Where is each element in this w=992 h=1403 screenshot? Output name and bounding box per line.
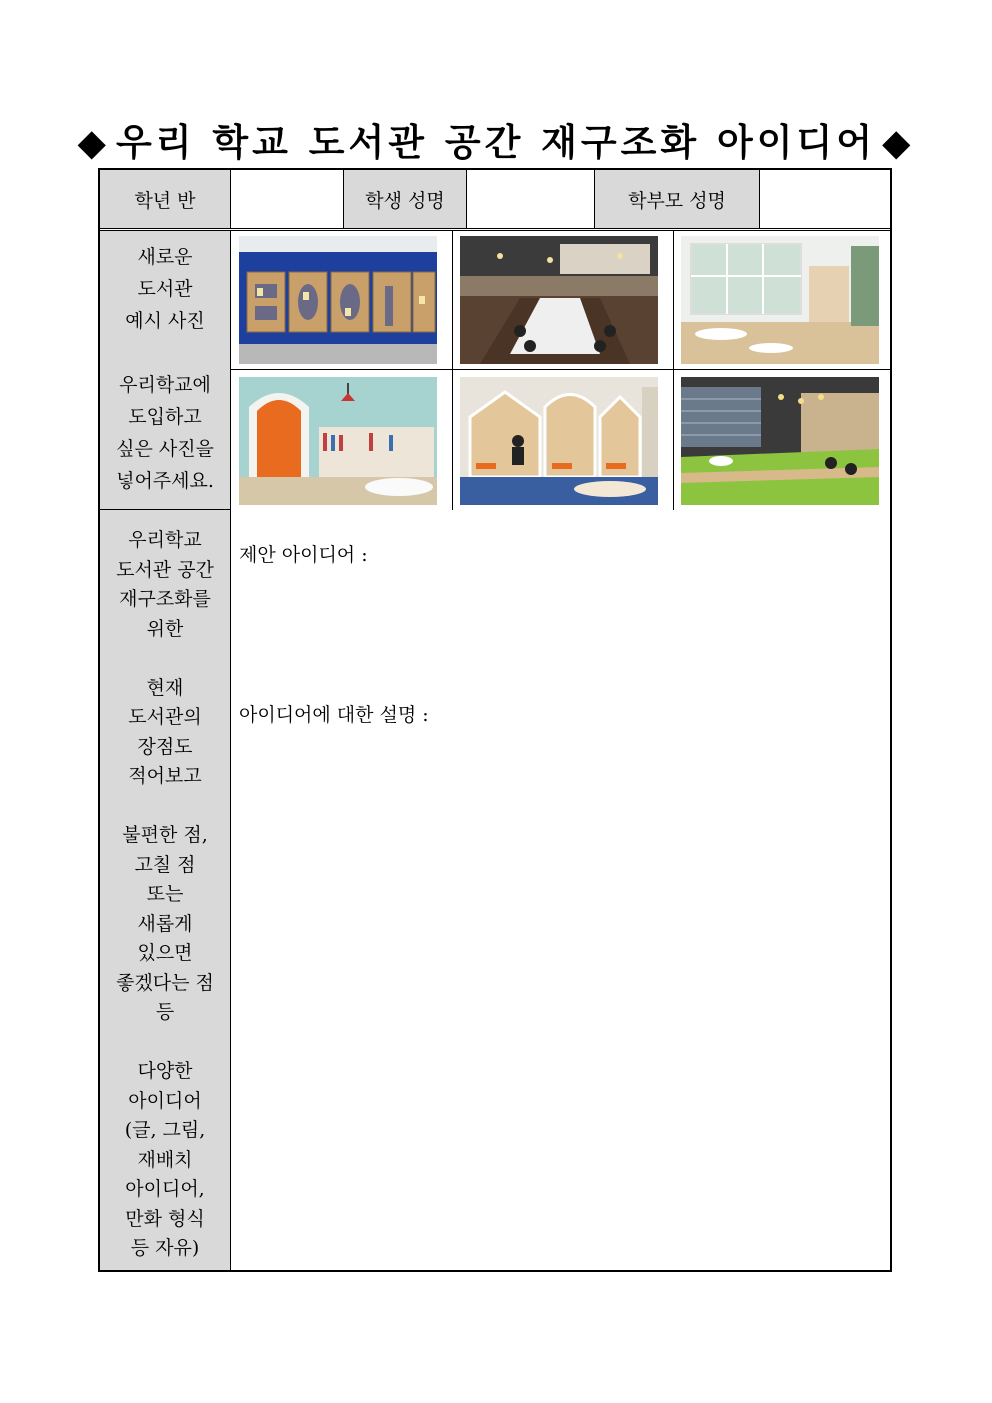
- label-line: 아이디어,: [125, 1178, 205, 1200]
- label-line: 적어보고: [128, 765, 202, 787]
- grid-divider: [673, 231, 674, 510]
- label-line: 불편한 점,: [122, 824, 208, 846]
- library-photo-orange-nook: [239, 377, 437, 505]
- label-line: 아이디어: [128, 1089, 202, 1112]
- label-line: 도서관: [137, 278, 193, 300]
- ideas-writing-area[interactable]: [231, 510, 890, 1270]
- info-row: [100, 170, 890, 229]
- label-line: 도서관의: [128, 706, 202, 728]
- label-line: 있으면: [137, 942, 193, 964]
- library-photo-wooden-booths: [460, 377, 658, 505]
- student-name-field[interactable]: [467, 170, 595, 228]
- label-line: 우리학교에: [119, 374, 211, 396]
- parent-name-label: 학부모 성명: [595, 170, 760, 228]
- library-photo-green-terrace: [681, 377, 879, 505]
- label-line: 재구조화를: [119, 588, 211, 610]
- ideas-label: [100, 510, 231, 1270]
- label-line: (글, 그림,: [124, 1119, 206, 1141]
- label-line: 도서관 공간: [116, 558, 214, 581]
- grid-divider: [452, 231, 453, 510]
- idea-prompt: 제안 아이디어 :: [239, 544, 368, 566]
- student-name-label: 학생 성명: [344, 170, 467, 228]
- grade-class-label: 학년 반: [100, 170, 231, 228]
- label-line: 장점도: [137, 735, 193, 758]
- form-table: [98, 168, 892, 1272]
- library-photo-book-wall: [239, 236, 437, 364]
- label-line: 다양한: [137, 1060, 193, 1082]
- label-line: 좋겠다는 점: [116, 971, 214, 994]
- explanation-prompt: 아이디어에 대한 설명 :: [239, 704, 429, 726]
- label-line: 위한: [146, 617, 184, 640]
- example-photos-grid: [231, 231, 890, 510]
- page-title: [0, 112, 992, 166]
- label-line: 새로운: [137, 246, 193, 268]
- library-photo-window-lounge: [681, 236, 879, 364]
- label-line: 우리학교: [128, 529, 202, 551]
- label-line: 고칠 점: [134, 853, 196, 876]
- parent-name-field[interactable]: [760, 170, 890, 228]
- label-line: 만화 형식: [125, 1207, 205, 1230]
- grid-divider: [231, 369, 890, 370]
- label-line: 등 자유): [130, 1237, 200, 1259]
- label-line: 넣어주세요.: [116, 470, 214, 492]
- photos-label: [100, 231, 231, 510]
- label-line: 도입하고: [128, 406, 202, 428]
- diamond-icon: ◆: [77, 120, 110, 164]
- grade-class-field[interactable]: [231, 170, 344, 228]
- label-line: 등: [155, 1001, 175, 1023]
- label-line: 재배치: [137, 1148, 193, 1171]
- label-line: 싶은 사진을: [116, 438, 214, 460]
- diamond-icon: ◆: [882, 120, 915, 164]
- label-line: 예시 사진: [125, 310, 205, 332]
- label-line: 또는: [146, 883, 184, 905]
- library-photo-reading-tables: [460, 236, 658, 364]
- title-text: 우리 학교 도서관 공간 재구조화 아이디어: [115, 120, 877, 164]
- label-line: 현재: [146, 676, 184, 699]
- label-line: 새롭게: [137, 912, 193, 935]
